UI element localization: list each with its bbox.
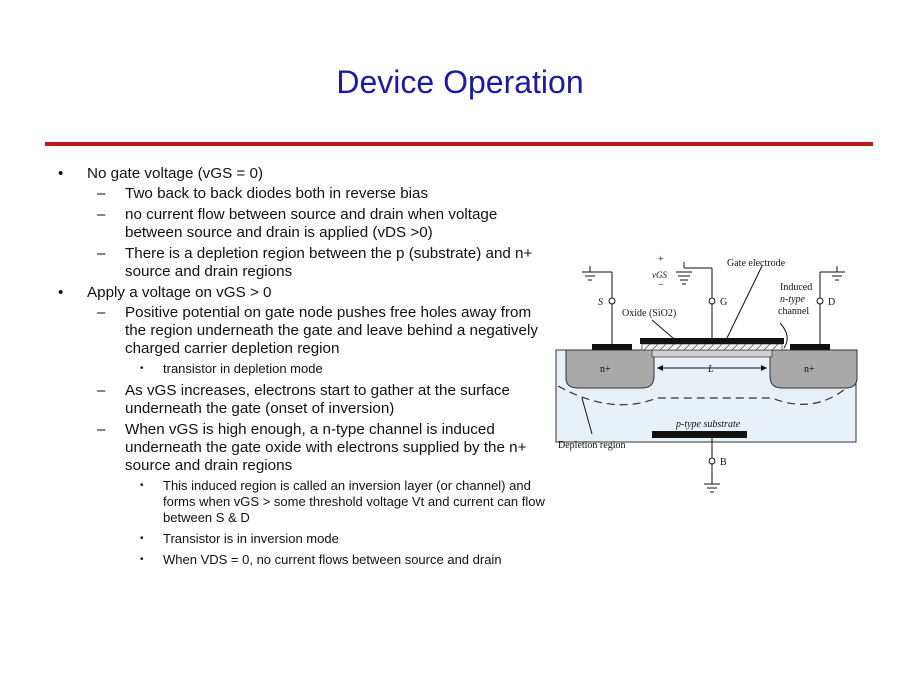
sub-sub-bullet-item: [52, 552, 552, 568]
sub-sub-bullet-item: [52, 478, 552, 526]
body-label: B: [720, 457, 727, 468]
sub-bullet-item: [52, 245, 552, 281]
gate-electrode-pointer: [727, 266, 762, 338]
body-contact: [652, 431, 747, 438]
sub-bullet-text: Positive potential on gate node pushes free holes away from the region underneath the gate and leave behind a negatively charged carrier depletion region: [125, 304, 538, 357]
mosfet-cross-section-diagram: [552, 248, 877, 508]
drain-ground-icon: [829, 266, 845, 280]
vgs-label: vGS: [652, 270, 667, 280]
depletion-region-label: Depletion region: [558, 440, 626, 451]
small-bullet-marker: •: [140, 480, 144, 491]
drain-contact: [790, 344, 830, 350]
small-bullet-marker: •: [140, 533, 144, 544]
sub-bullet-item: [52, 421, 552, 475]
source-label: S: [598, 297, 603, 308]
gate-electrode-label: Gate electrode: [727, 258, 786, 269]
source-contact: [592, 344, 632, 350]
bullet-item: [52, 284, 552, 302]
sub-sub-bullet-text: This induced region is called an inversion layer (or channel) and forms when vGS > some threshold voltage Vt and current can flow between S & D: [163, 478, 545, 525]
n-plus-source-label: n+: [600, 364, 611, 375]
dash-marker: –: [97, 185, 106, 202]
title-divider: [45, 142, 873, 146]
sub-bullet-text: no current flow between source and drain when voltage between source and drain is applied (vDS >0): [125, 206, 498, 241]
dash-marker: –: [97, 304, 106, 321]
bullet-text: Apply a voltage on vGS > 0: [87, 284, 272, 301]
gate-terminal: [709, 298, 715, 304]
bullet-text: No gate voltage (vGS = 0): [87, 165, 264, 182]
bullet-item: [52, 165, 552, 183]
bullet-marker: •: [58, 284, 64, 301]
source-terminal: [609, 298, 615, 304]
induced-channel: [652, 350, 772, 357]
sub-sub-bullet-item: [52, 361, 552, 377]
sub-sub-bullet-text: When VDS = 0, no current flows between source and drain: [163, 552, 502, 567]
dash-marker: –: [97, 206, 106, 223]
channel-label: channel: [778, 306, 810, 317]
bullet-marker: •: [58, 165, 64, 182]
source-ground-icon: [582, 266, 598, 280]
body-ground-icon: [704, 484, 720, 492]
sub-bullet-item: [52, 185, 552, 203]
page-title: Device Operation: [336, 64, 584, 100]
sub-bullet-item: [52, 304, 552, 358]
bullet-list: [52, 165, 552, 573]
vgs-plus: +: [658, 254, 664, 265]
vgs-minus: −: [658, 280, 664, 291]
n-plus-drain-label: n+: [804, 364, 815, 375]
body-terminal: [709, 458, 715, 464]
sub-sub-bullet-text: Transistor is in inversion mode: [163, 531, 339, 546]
drain-terminal: [817, 298, 823, 304]
sub-bullet-text: Two back to back diodes both in reverse bias: [125, 185, 429, 202]
dash-marker: –: [97, 421, 106, 438]
sub-bullet-text: As vGS increases, electrons start to gather at the surface underneath the gate (onset of inversion): [125, 382, 510, 417]
sub-bullet-text: When vGS is high enough, a n-type channel is induced underneath the gate oxide with electrons supplied by the n+ source and drain regions: [125, 421, 527, 474]
length-label: L: [708, 364, 714, 375]
small-bullet-marker: •: [140, 554, 144, 565]
substrate-label: p-type substrate: [676, 419, 741, 430]
induced-label: Induced: [780, 282, 813, 293]
oxide-label: Oxide (SiO2): [622, 308, 677, 319]
sub-bullet-item: [52, 382, 552, 418]
vgs-source-icon: [676, 262, 692, 284]
drain-label: D: [828, 297, 836, 308]
sub-sub-bullet-item: [52, 531, 552, 547]
gate-contact: [640, 338, 784, 344]
dash-marker: –: [97, 245, 106, 262]
gate-label: G: [720, 297, 728, 308]
n-type-label: n-type: [780, 294, 805, 305]
sub-sub-bullet-text: transistor in depletion mode: [163, 361, 323, 376]
small-bullet-marker: •: [140, 363, 144, 374]
sub-bullet-text: There is a depletion region between the p (substrate) and n+ source and drain regions: [125, 245, 533, 280]
dash-marker: –: [97, 382, 106, 399]
sub-bullet-item: [52, 206, 552, 242]
